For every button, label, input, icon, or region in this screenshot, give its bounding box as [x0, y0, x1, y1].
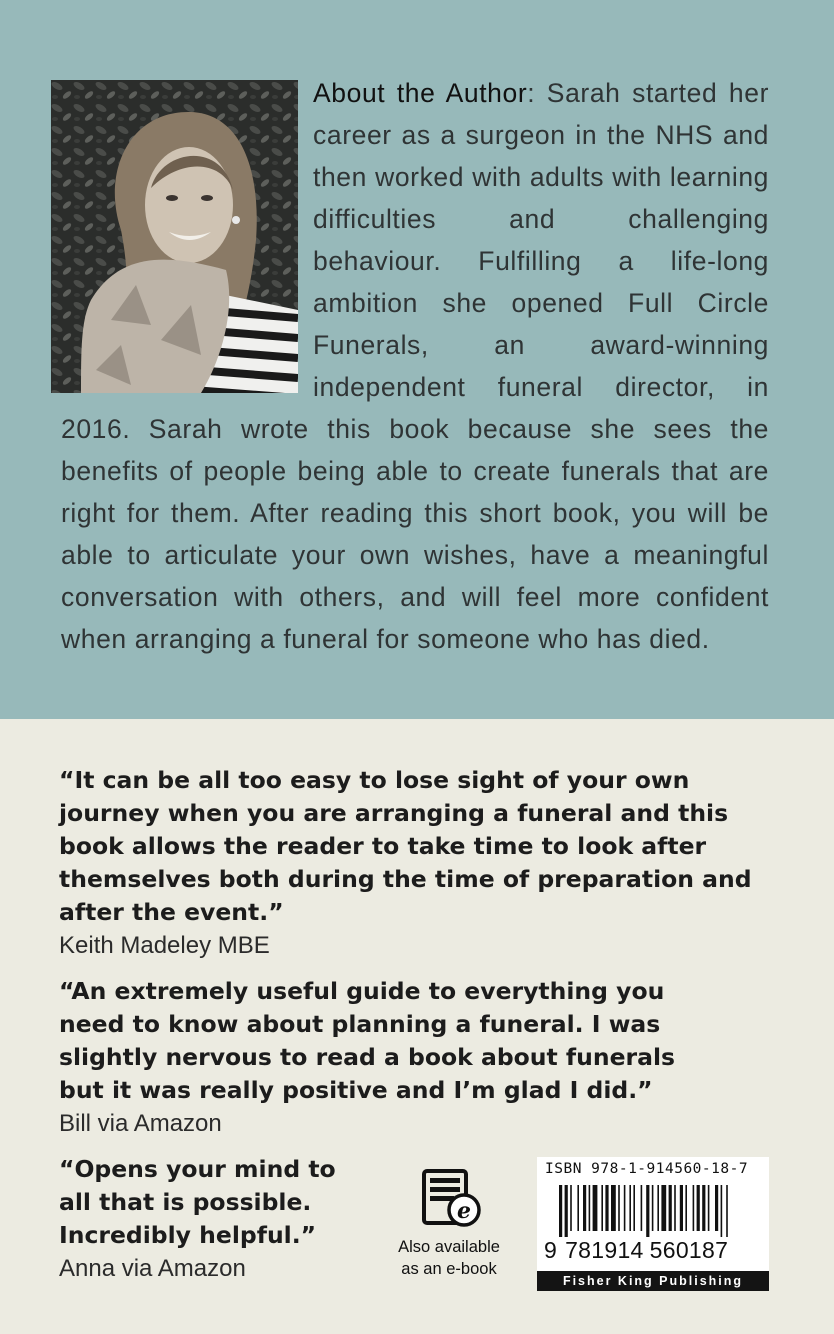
bio-lead: About the Author	[313, 78, 528, 108]
testimonial-attribution: Anna via Amazon	[59, 1255, 246, 1282]
barcode-digits-right: 560187	[649, 1237, 729, 1263]
barcode-digits	[544, 1237, 764, 1264]
barcode-bars	[559, 1185, 749, 1237]
svg-text:e: e	[457, 1198, 471, 1224]
ebook-icon	[416, 1168, 482, 1230]
testimonial-quote: “It can be all too easy to lose sight of your own journey when you are arranging a funeral and this book allows the reader to take time to look after themselves both during the time of preparation and after the event.”	[59, 766, 752, 926]
isbn-label: ISBN 978-1-914560-18-7	[545, 1161, 749, 1177]
testimonial-attribution: Bill via Amazon	[59, 1110, 222, 1137]
bio-text: : Sarah started her career as a surgeon in the NHS and then worked with adults with learning difficulties and challenging behaviour. Fulfilling a life-long ambition she opened Full Circle Funerals, an award-winning independent funeral director, in 2016. Sarah wrote this book because she sees the benefits of people being able to create funerals that are right for them. After reading this short book, you will be able to articulate your own wishes, have a meaningful conversation with others, and will feel more confident when arranging a funeral for someone who has died.	[61, 78, 769, 654]
testimonial-attribution: Keith Madeley MBE	[59, 932, 270, 959]
publisher-name: Fisher King Publishing	[537, 1271, 769, 1291]
testimonial-2	[59, 975, 679, 1139]
testimonial-3	[59, 1153, 359, 1284]
ebook-notice	[392, 1168, 506, 1280]
testimonial-quote: “Opens your mind to all that is possible. Incredibly helpful.”	[59, 1155, 336, 1249]
barcode-digit-prefix: 9	[544, 1237, 558, 1263]
author-bio	[61, 72, 769, 660]
ebook-line-1: Also available	[398, 1238, 500, 1256]
testimonial-quote: “An extremely useful guide to everything you need to know about planning a funeral. I was slightly nervous to read a book about funerals but it was really positive and I’m glad I did.”	[59, 977, 676, 1104]
testimonial-1	[59, 764, 759, 961]
barcode-digits-left: 781914	[565, 1237, 644, 1263]
barcode-panel	[537, 1157, 769, 1291]
ebook-line-2: as an e-book	[401, 1260, 497, 1278]
